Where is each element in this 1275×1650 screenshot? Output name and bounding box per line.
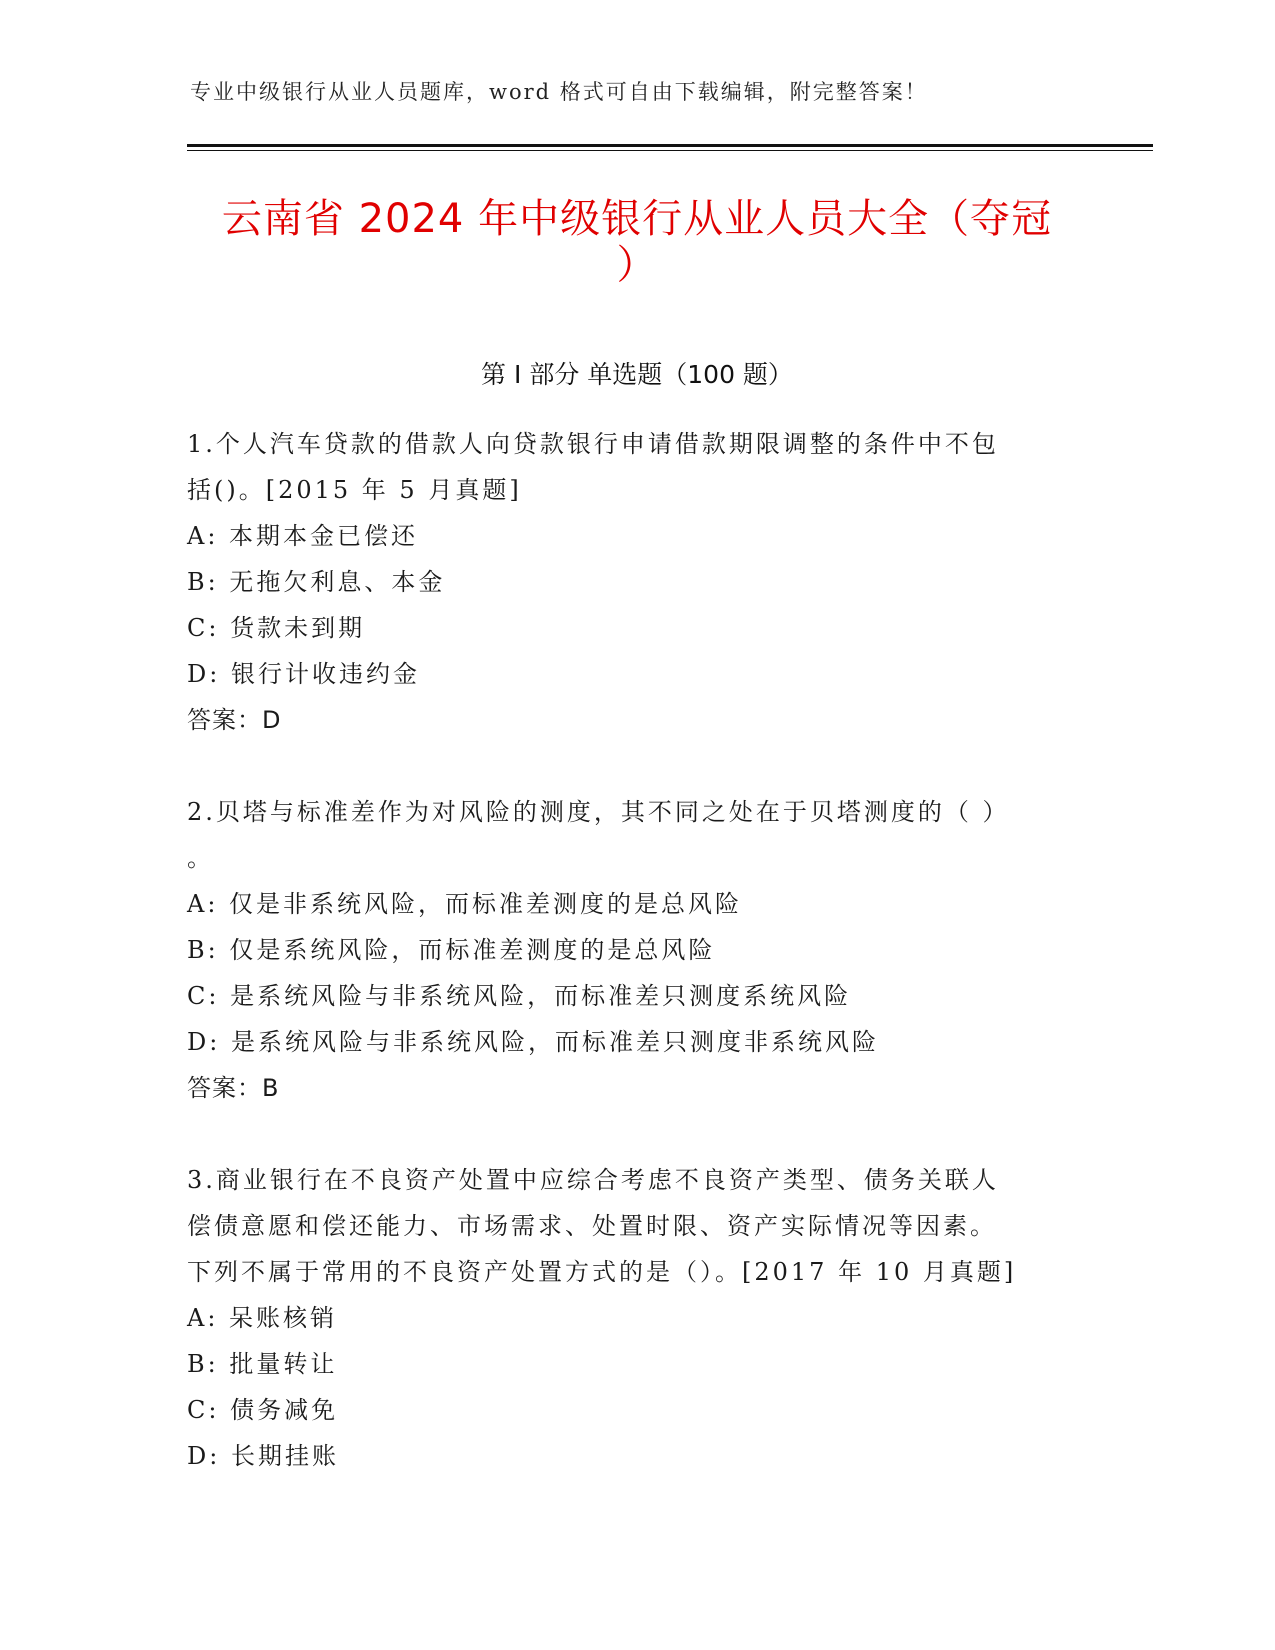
- option-c: C: 货款未到期: [187, 614, 366, 642]
- question-stem-line: 。: [187, 844, 214, 872]
- option-d: D: 长期挂账: [187, 1442, 339, 1470]
- header-rule-thin: [187, 150, 1153, 151]
- option-a: A: 呆账核销: [187, 1304, 338, 1332]
- section-heading: 第 I 部分 单选题（100 题）: [481, 360, 793, 389]
- question-1: [187, 421, 1067, 743]
- question-stem-line: 偿债意愿和偿还能力、市场需求、处置时限、资产实际情况等因素。: [187, 1212, 997, 1240]
- question-stem-line: 3.商业银行在不良资产处置中应综合考虑不良资产类型、债务关联人: [187, 1166, 999, 1194]
- question-stem-line: 括()。[2015 年 5 月真题]: [187, 476, 522, 504]
- option-b: B: 仅是系统风险，而标准差测度的是总风险: [187, 936, 716, 964]
- question-stem-line: 1.个人汽车贷款的借款人向贷款银行申请借款期限调整的条件中不包: [187, 430, 999, 458]
- option-c: C: 债务减免: [187, 1396, 339, 1424]
- question-stem-line: 2.贝塔与标准差作为对风险的测度，其不同之处在于贝塔测度的（ ）: [187, 798, 1010, 826]
- option-a: A: 仅是非系统风险，而标准差测度的是总风险: [187, 890, 743, 918]
- header-note: 专业中级银行从业人员题库，word 格式可自由下载编辑，附完整答案！: [190, 80, 928, 104]
- option-a: A: 本期本金已偿还: [187, 522, 419, 550]
- option-c: C: 是系统风险与非系统风险，而标准差只测度系统风险: [187, 982, 852, 1010]
- option-d: D: 银行计收违约金: [187, 660, 420, 688]
- header-rule-thick: [187, 144, 1153, 147]
- option-b: B: 无拖欠利息、本金: [187, 568, 446, 596]
- option-b: B: 批量转让: [187, 1350, 338, 1378]
- question-3: [187, 1157, 1067, 1479]
- document-title: [187, 196, 1087, 288]
- document-title-line-2: ）: [616, 242, 658, 288]
- option-d: D: 是系统风险与非系统风险，而标准差只测度非系统风险: [187, 1028, 879, 1056]
- document-title-line-1: 云南省 2024 年中级银行从业人员大全（夺冠: [221, 196, 1053, 242]
- answer-line: 答案：B: [187, 1074, 280, 1102]
- question-2: [187, 789, 1067, 1111]
- question-stem-line: 下列不属于常用的不良资产处置方式的是（）。[2017 年 10 月真题]: [187, 1258, 1017, 1286]
- answer-line: 答案：D: [187, 706, 282, 734]
